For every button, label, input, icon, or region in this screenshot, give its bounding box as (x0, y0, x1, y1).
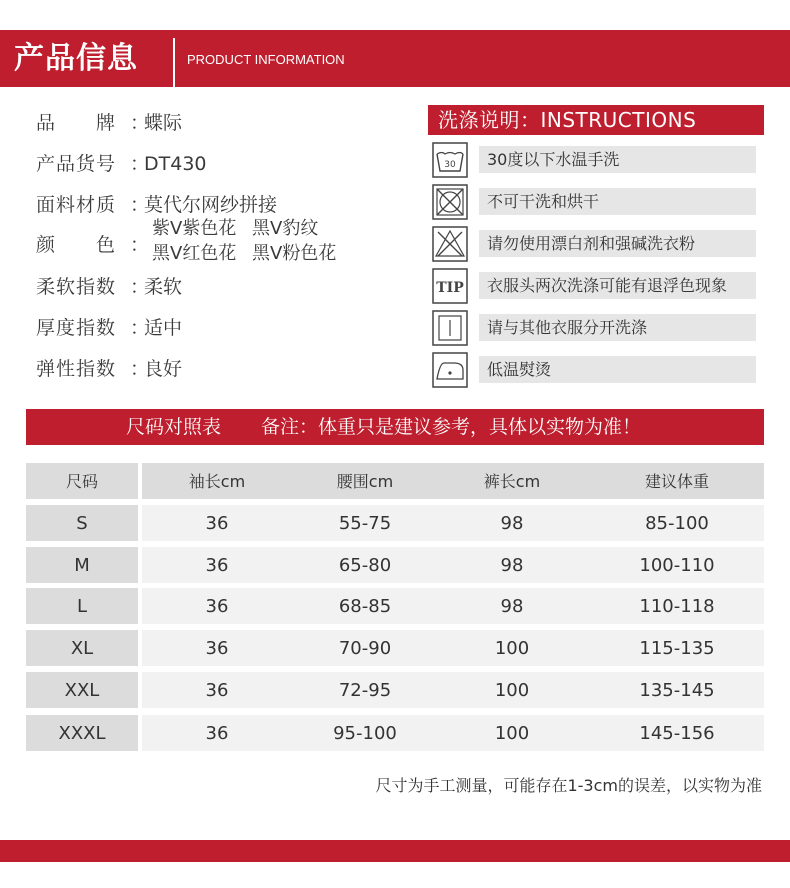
table-cell: 36 (205, 680, 229, 701)
table-cell: 98 (500, 596, 524, 617)
table-cell: 100 (494, 723, 530, 744)
table-cell: 100-110 (639, 555, 715, 576)
column-header: 腰围cm (336, 472, 394, 491)
table-cell: 70-90 (338, 638, 392, 659)
table-cell: 55-75 (338, 513, 392, 534)
wash-text: 30度以下水温手洗 (479, 146, 756, 173)
no-bleach-icon (432, 226, 468, 262)
info-row-color (36, 230, 150, 257)
info-value: 柔软 (144, 276, 183, 298)
table-cell: XXL (26, 672, 138, 708)
table-cell: S (26, 505, 138, 541)
table-cell: 145-156 (639, 723, 715, 744)
table-row (26, 672, 764, 708)
info-value: 莫代尔网纱拼接 (144, 194, 278, 216)
header-divider (173, 38, 175, 94)
wash-text: 请勿使用漂白剂和强碱洗衣粉 (479, 230, 756, 257)
info-colon: ： (130, 112, 150, 134)
wash-text: 不可干洗和烘干 (479, 188, 756, 215)
table-cell: 68-85 (338, 596, 392, 617)
table-cell: 36 (205, 723, 229, 744)
header-band (0, 30, 790, 87)
wash-item (432, 352, 764, 388)
table-cell: 100 (494, 638, 530, 659)
info-colon: ： (130, 317, 150, 339)
table-cell: 100 (494, 680, 530, 701)
info-label: 品 牌 (36, 112, 117, 134)
wash-30-icon (432, 142, 468, 178)
table-cell: XL (26, 630, 138, 666)
info-label: 弹性指数 (36, 358, 117, 380)
info-row-sku (36, 149, 207, 176)
wash-text: 低温熨烫 (479, 356, 756, 383)
info-row-brand (36, 108, 182, 135)
info-colon: ： (130, 153, 150, 175)
info-row-thickness (36, 313, 182, 340)
page-subtitle: PRODUCT INFORMATION (187, 52, 345, 67)
table-cell: 36 (205, 513, 229, 534)
info-colon: ： (130, 194, 150, 216)
low-iron-icon (432, 352, 468, 388)
table-cell: L (26, 588, 138, 624)
column-header: 裤长cm (483, 472, 541, 491)
info-value: 良好 (144, 358, 183, 380)
info-label: 产品货号 (36, 153, 117, 175)
washing-title: 洗涤说明：INSTRUCTIONS (428, 105, 764, 135)
color-options (152, 216, 352, 266)
column-header: 尺码 (26, 463, 138, 499)
tip-icon (432, 268, 468, 304)
info-label: 颜 色 (36, 234, 117, 256)
table-cell: 110-118 (639, 596, 715, 617)
info-value: DT430 (144, 153, 207, 175)
table-cell: 65-80 (338, 555, 392, 576)
color-option: 黑V红色花 (152, 243, 237, 264)
wash-temp-label: 30 (444, 160, 456, 170)
no-dryclean-tumble-icon (432, 184, 468, 220)
wash-text: 请与其他衣服分开洗涤 (479, 314, 756, 341)
color-option: 紫V紫色花 (152, 218, 237, 239)
size-chart-bar (26, 409, 764, 445)
color-option: 黑V豹纹 (252, 218, 319, 239)
wash-item (432, 184, 764, 220)
wash-item (432, 142, 764, 178)
table-cell: M (26, 547, 138, 583)
color-line (152, 241, 352, 266)
table-row (26, 505, 764, 541)
table-cell: 135-145 (639, 680, 715, 701)
column-header: 建议体重 (644, 472, 709, 491)
size-chart-note: 备注：体重只是建议参考，具体以实物为准！ (261, 416, 642, 438)
table-cell: 36 (205, 638, 229, 659)
table-cell: 115-135 (639, 638, 715, 659)
table-row (26, 547, 764, 583)
table-row (26, 588, 764, 624)
table-cell: 98 (500, 555, 524, 576)
table-cell: 85-100 (645, 513, 709, 534)
size-chart-title: 尺码对照表 (126, 416, 222, 438)
size-footnote: 尺寸为手工测量，可能存在1-3cm的误差，以实物为准 (375, 776, 762, 795)
info-row-material (36, 190, 277, 217)
table-cell: 72-95 (338, 680, 392, 701)
table-cell: XXXL (26, 715, 138, 751)
info-label: 柔软指数 (36, 276, 117, 298)
table-row (26, 715, 764, 751)
wash-text: 衣服头两次洗涤可能有退浮色现象 (479, 272, 756, 299)
color-line (152, 216, 352, 241)
column-header: 袖长cm (188, 472, 246, 491)
footer-band (0, 840, 790, 862)
wash-item (432, 310, 764, 346)
info-value: 蝶际 (144, 112, 183, 134)
table-cell: 95-100 (333, 723, 397, 744)
table-cell: 36 (205, 555, 229, 576)
info-colon: ： (130, 276, 150, 298)
info-value: 适中 (144, 317, 183, 339)
table-row (26, 630, 764, 666)
wash-item (432, 226, 764, 262)
info-row-softness (36, 272, 182, 299)
info-label: 厚度指数 (36, 317, 117, 339)
table-cell: 36 (205, 596, 229, 617)
info-colon: ： (130, 358, 150, 380)
info-row-elasticity (36, 354, 182, 381)
table-header-row (26, 463, 764, 499)
info-label: 面料材质 (36, 194, 117, 216)
tip-label: TIP (436, 280, 464, 296)
wash-separately-icon (432, 310, 468, 346)
color-option: 黑V粉色花 (252, 243, 337, 264)
table-cell: 98 (500, 513, 524, 534)
page-title: 产品信息 (14, 41, 138, 76)
info-colon: ： (130, 234, 150, 256)
wash-item (432, 268, 764, 304)
